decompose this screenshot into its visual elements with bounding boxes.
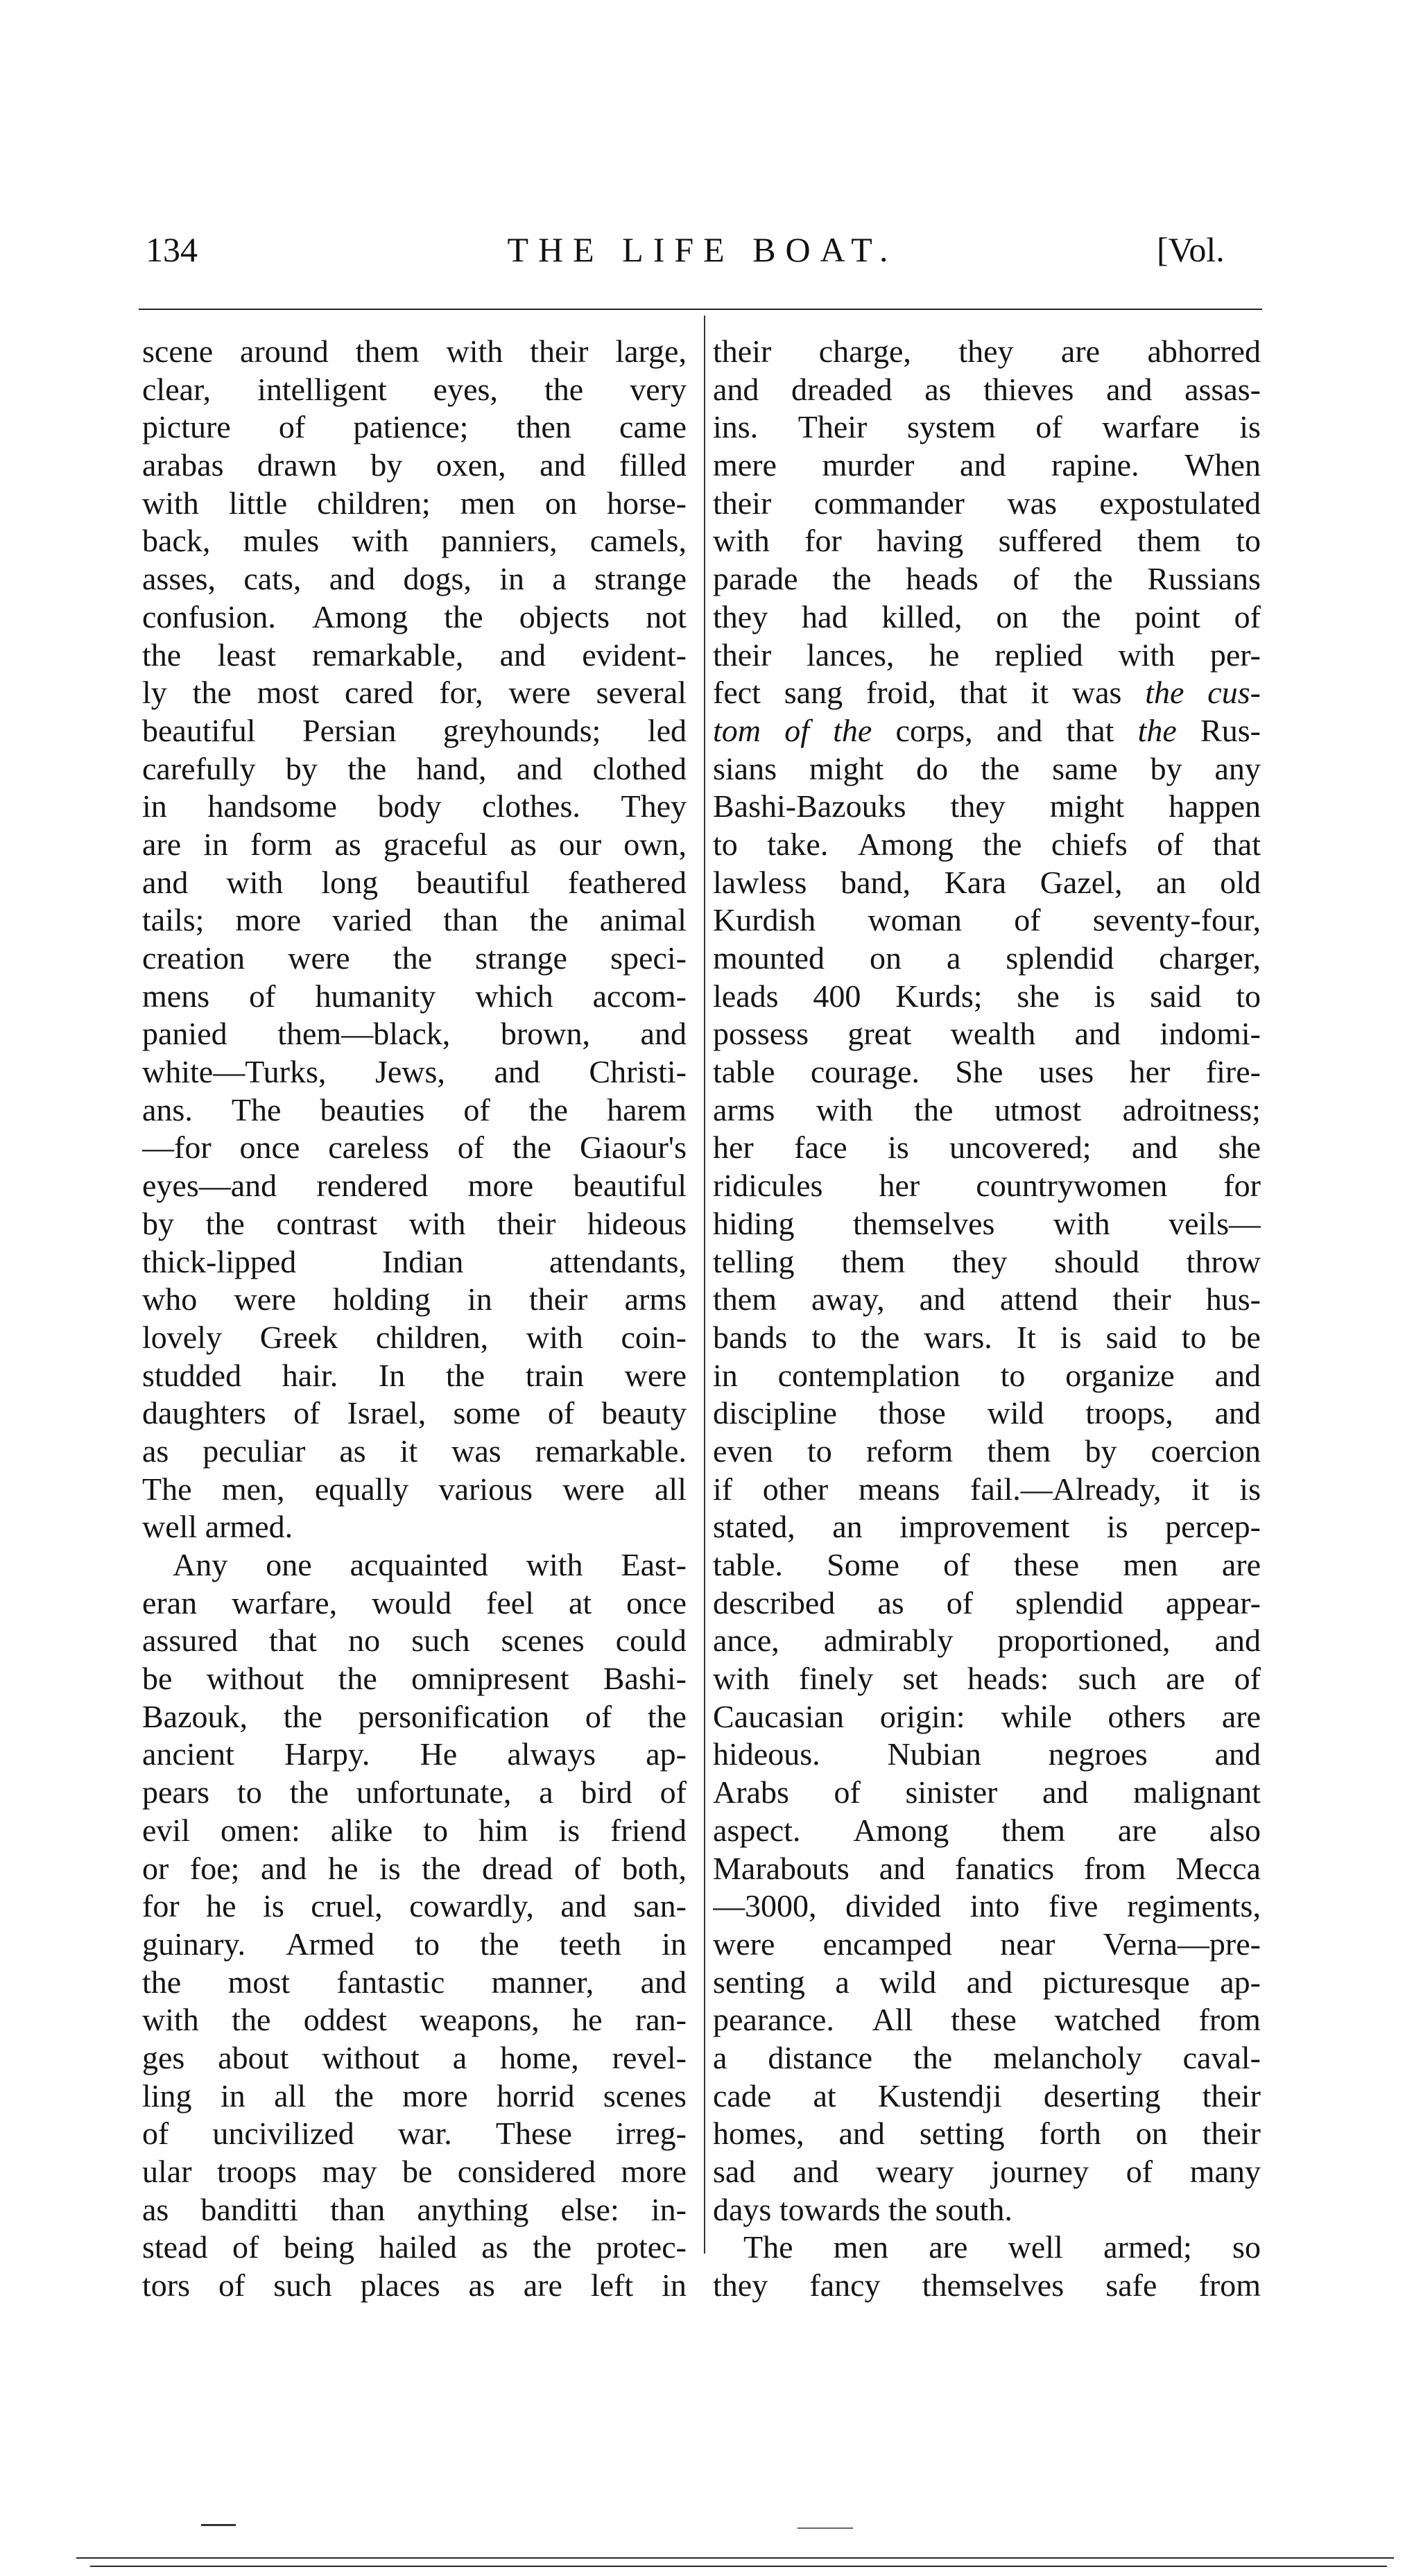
text-line: her face is uncovered; and she	[713, 1130, 1261, 1166]
text-line: ly the most cared for, were several	[142, 675, 687, 711]
text-line: and dreaded as thieves and assas-	[713, 371, 1261, 407]
text-line: arabas drawn by oxen, and filled	[142, 447, 687, 483]
text-line: table courage. She uses her fire-	[713, 1054, 1261, 1090]
text-line: aspect. Among them are also	[713, 1812, 1261, 1848]
text-line: mens of humanity which accom-	[142, 978, 687, 1014]
text-line: stated, an improvement is percep-	[713, 1509, 1261, 1545]
text-line: of uncivilized war. These irreg-	[142, 2116, 687, 2152]
text-line: they had killed, on the point of	[713, 598, 1261, 634]
text-line: and with long beautiful feathered	[142, 864, 687, 900]
text-line: telling them they should throw	[713, 1243, 1261, 1279]
text-line: cade at Kustendji deserting their	[713, 2077, 1261, 2113]
text-line: who were holding in their arms	[142, 1281, 687, 1317]
text-line: ins. Their system of warfare is	[713, 409, 1261, 445]
text-line: them away, and attend their hus-	[713, 1281, 1261, 1317]
text-line: beautiful Persian greyhounds; led	[142, 712, 687, 748]
text-line: lovely Greek children, with coin-	[142, 1319, 687, 1355]
text-line: if other means fail.—Already, it is	[713, 1471, 1261, 1507]
text-line: fect sang froid, that it was the cus-	[713, 675, 1261, 711]
text-line: —3000, divided into five regiments,	[713, 1888, 1261, 1924]
text-line: or foe; and he is the dread of both,	[142, 1850, 687, 1886]
text-line: panied them—black, brown, and	[142, 1016, 687, 1052]
text-line: Caucasian origin: while others are	[713, 1698, 1261, 1734]
text-line: with little children; men on horse-	[142, 485, 687, 521]
text-line: be without the omnipresent Bashi-	[142, 1661, 687, 1697]
text-line: asses, cats, and dogs, in a strange	[142, 561, 687, 597]
text-line: pears to the unfortunate, a bird of	[142, 1774, 687, 1810]
text-line: Marabouts and fanatics from Mecca	[713, 1850, 1261, 1886]
text-line: table. Some of these men are	[713, 1547, 1261, 1582]
text-line: white—Turks, Jews, and Christi-	[142, 1054, 687, 1090]
text-line: tails; more varied than the animal	[142, 902, 687, 938]
text-line: the least remarkable, and evident-	[142, 637, 687, 673]
text-column-right	[713, 333, 1261, 2305]
text-line: pearance. All these watched from	[713, 2002, 1261, 2038]
text-line: eran warfare, would feel at once	[142, 1584, 687, 1620]
text-line: carefully by the hand, and clothed	[142, 750, 687, 786]
text-line: Bashi-Bazouks they might happen	[713, 788, 1261, 824]
footer-smudge	[798, 2527, 853, 2529]
text-line: days towards the south.	[713, 2191, 1012, 2227]
text-line: with for having suffered them to	[713, 523, 1261, 559]
text-line: in handsome body clothes. They	[142, 788, 687, 824]
text-line: for he is cruel, cowardly, and san-	[142, 1888, 687, 1924]
volume-label: [Vol.	[1157, 230, 1225, 269]
text-line: parade the heads of the Russians	[713, 561, 1261, 597]
running-title: THE LIFE BOAT.	[507, 230, 898, 269]
text-line: Kurdish woman of seventy-four,	[713, 902, 1261, 938]
text-line: eyes—and rendered more beautiful	[142, 1168, 687, 1204]
text-line: the most fantastic manner, and	[142, 1964, 687, 2000]
text-line: discipline those wild troops, and	[713, 1395, 1261, 1431]
page-number: 134	[146, 230, 198, 269]
text-line: ance, admirably proportioned, and	[713, 1623, 1261, 1659]
text-line: a distance the melancholy caval-	[713, 2039, 1261, 2075]
text-line: studded hair. In the train were	[142, 1357, 687, 1393]
footer-rule	[76, 2557, 1394, 2559]
text-line: The men are well armed; so	[743, 2229, 1261, 2265]
text-line: ling in all the more horrid scenes	[142, 2077, 687, 2113]
text-line: in contemplation to organize and	[713, 1357, 1261, 1393]
text-line: daughters of Israel, some of beauty	[142, 1395, 687, 1431]
text-line: stead of being hailed as the protec-	[142, 2229, 687, 2265]
text-line: mounted on a splendid charger,	[713, 940, 1261, 976]
header-rule	[139, 309, 1262, 310]
text-line: senting a wild and picturesque ap-	[713, 1964, 1261, 2000]
text-line: arms with the utmost adroitness;	[713, 1091, 1261, 1127]
text-line: are in form as graceful as our own,	[142, 826, 687, 862]
text-line: ges about without a home, revel-	[142, 2039, 687, 2075]
text-line: assured that no such scenes could	[142, 1623, 687, 1659]
text-line: clear, intelligent eyes, the very	[142, 371, 687, 407]
text-line: ans. The beauties of the harem	[142, 1091, 687, 1127]
text-line: confusion. Among the objects not	[142, 598, 687, 634]
text-line: they fancy themselves safe from	[713, 2267, 1261, 2303]
text-line: sad and weary journey of many	[713, 2154, 1261, 2189]
text-line: mere murder and rapine. When	[713, 447, 1261, 483]
text-line: as banditti than anything else: in-	[142, 2191, 687, 2227]
text-line: picture of patience; then came	[142, 409, 687, 445]
text-line: with the oddest weapons, he ran-	[142, 2002, 687, 2038]
text-line: were encamped near Verna—pre-	[713, 1926, 1261, 1962]
text-line: sians might do the same by any	[713, 750, 1261, 786]
text-line: by the contrast with their hideous	[142, 1205, 687, 1241]
text-column-left	[142, 333, 687, 2305]
text-line: ridicules her countrywomen for	[713, 1168, 1261, 1204]
text-line: Any one acquainted with East-	[173, 1547, 687, 1582]
text-line: leads 400 Kurds; she is said to	[713, 978, 1261, 1014]
text-line: ancient Harpy. He always ap-	[142, 1736, 687, 1772]
text-line: their charge, they are abhorred	[713, 334, 1261, 369]
footer-rule-lower	[90, 2566, 1387, 2567]
text-line: possess great wealth and indomi-	[713, 1016, 1261, 1052]
text-line: even to reform them by coercion	[713, 1433, 1261, 1469]
text-line: homes, and setting forth on their	[713, 2116, 1261, 2152]
text-line: Arabs of sinister and malignant	[713, 1774, 1261, 1810]
text-line: tom of the corps, and that the Rus-	[713, 712, 1261, 748]
text-line: thick-lipped Indian attendants,	[142, 1243, 687, 1279]
text-line: back, mules with panniers, camels,	[142, 523, 687, 559]
text-line: creation were the strange speci-	[142, 940, 687, 976]
text-line: hiding themselves with veils—	[713, 1205, 1261, 1241]
text-line: —for once careless of the Giaour's	[142, 1130, 687, 1166]
text-line: tors of such places as are left in	[142, 2267, 687, 2303]
text-line: to take. Among the chiefs of that	[713, 826, 1261, 862]
text-line: The men, equally various were all	[142, 1471, 687, 1507]
text-line: well armed.	[142, 1509, 293, 1545]
column-divider	[704, 315, 705, 2254]
text-line: as peculiar as it was remarkable.	[142, 1433, 687, 1469]
text-line: bands to the wars. It is said to be	[713, 1319, 1261, 1355]
text-line: with finely set heads: such are of	[713, 1661, 1261, 1697]
text-line: ular troops may be considered more	[142, 2154, 687, 2189]
text-line: described as of splendid appear-	[713, 1584, 1261, 1620]
footer-mark	[201, 2524, 236, 2526]
text-line: guinary. Armed to the teeth in	[142, 1926, 687, 1962]
text-line: scene around them with their large,	[142, 334, 687, 369]
text-line: their lances, he replied with per-	[713, 637, 1261, 673]
text-line: lawless band, Kara Gazel, an old	[713, 864, 1261, 900]
text-line: Bazouk, the personification of the	[142, 1698, 687, 1734]
text-line: evil omen: alike to him is friend	[142, 1812, 687, 1848]
text-line: hideous. Nubian negroes and	[713, 1736, 1261, 1772]
text-line: their commander was expostulated	[713, 485, 1261, 521]
